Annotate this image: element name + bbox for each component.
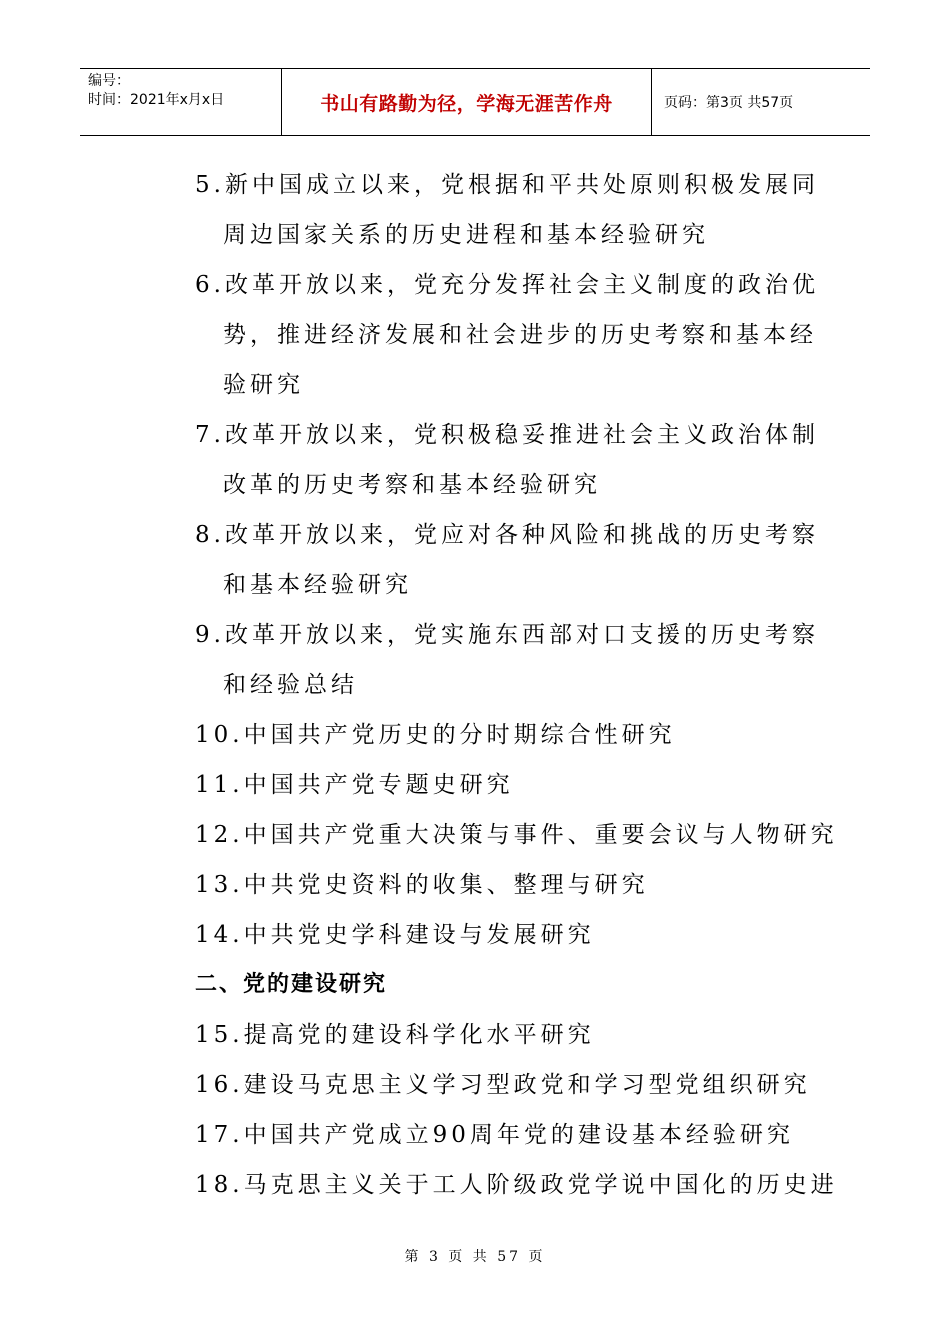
list-item: 18.马克思主义关于工人阶级政党学说中国化的历史进 <box>195 1172 838 1198</box>
item-line: 7.改革开放以来，党积极稳妥推进社会主义政治体制 <box>195 422 819 448</box>
section-heading: 二、党的建设研究 <box>195 972 388 997</box>
item-line: 验研究 <box>223 372 304 398</box>
header-meta-cell <box>80 69 282 135</box>
time-label: 时间：2021年x月x日 <box>88 92 225 108</box>
header-motto: 书山有路勤为径，学海无涯苦作舟 <box>282 69 652 135</box>
item-line: 和基本经验研究 <box>223 572 412 598</box>
list-item: 15.提高党的建设科学化水平研究 <box>195 1022 595 1048</box>
list-item <box>195 160 835 260</box>
item-line: 5.新中国成立以来，党根据和平共处原则积极发展同 <box>195 172 819 198</box>
list-item <box>195 610 835 710</box>
item-line: 势，推进经济发展和社会进步的历史考察和基本经 <box>223 322 817 348</box>
item-line: 8.改革开放以来，党应对各种风险和挑战的历史考察 <box>195 522 819 548</box>
item-line: 改革的历史考察和基本经验研究 <box>223 472 601 498</box>
list-item <box>195 260 835 410</box>
page-header <box>80 68 870 136</box>
number-label: 编号： <box>88 73 130 89</box>
list-item: 16.建设马克思主义学习型政党和学习型党组织研究 <box>195 1072 811 1098</box>
item-line: 6.改革开放以来，党充分发挥社会主义制度的政治优 <box>195 272 819 298</box>
header-page-code: 页码：第3页 共57页 <box>664 95 794 111</box>
list-item: 17.中国共产党成立90周年党的建设基本经验研究 <box>195 1122 794 1148</box>
list-item <box>195 510 835 610</box>
list-item: 14.中共党史学科建设与发展研究 <box>195 922 595 948</box>
document-body <box>195 160 838 1210</box>
list-item: 12.中国共产党重大决策与事件、重要会议与人物研究 <box>195 822 838 848</box>
item-line: 9.改革开放以来，党实施东西部对口支援的历史考察 <box>195 622 819 648</box>
item-line: 周边国家关系的历史进程和基本经验研究 <box>223 222 709 248</box>
list-item <box>195 410 835 510</box>
page-footer: 第 3 页 共 57 页 <box>404 1249 546 1265</box>
list-item: 10.中国共产党历史的分时期综合性研究 <box>195 722 676 748</box>
list-item: 13.中共党史资料的收集、整理与研究 <box>195 872 649 898</box>
list-item: 11.中国共产党专题史研究 <box>195 772 514 798</box>
item-line: 和经验总结 <box>223 672 358 698</box>
